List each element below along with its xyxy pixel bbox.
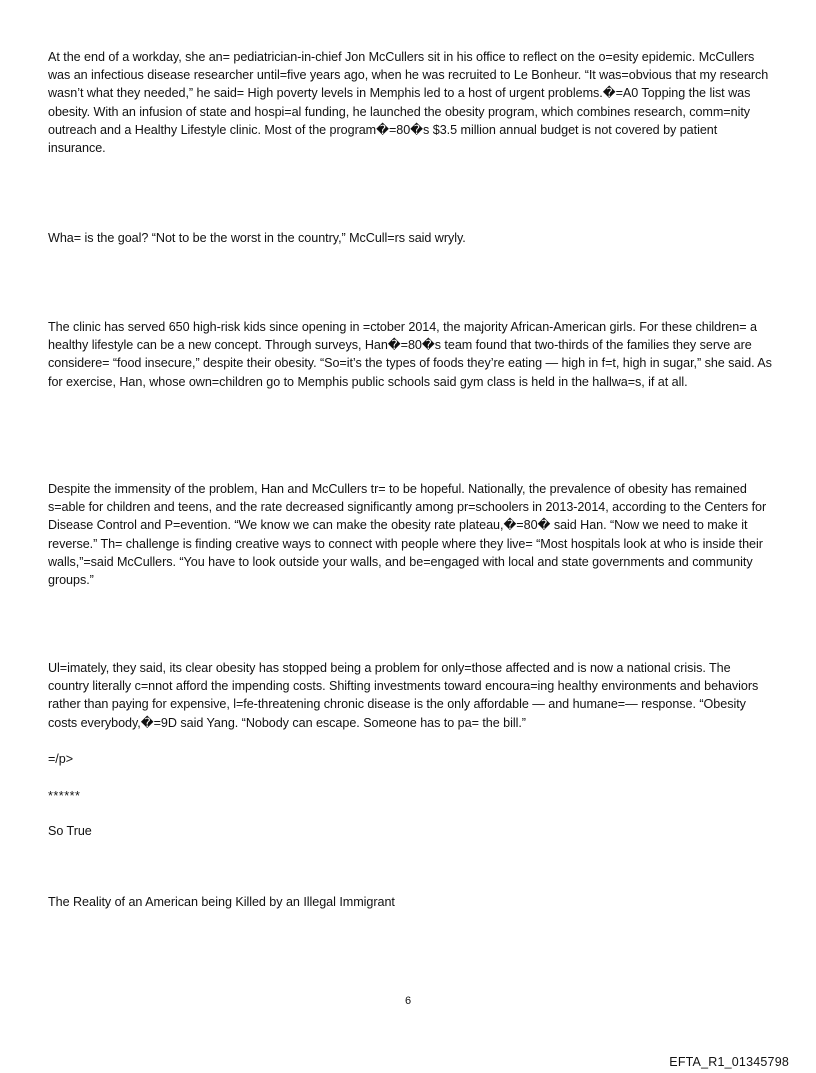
paragraph-so-true: So True [48,824,92,838]
paragraph-hopeful: Despite the immensity of the problem, Han and McCullers tr= to be hopeful. Nationally, the prevalence of obesity has remained s=able for children and teens, and the rate decreased significantly among pr=schoolers in 2013-2014, according to the Centers for Disease Control and P=evention. “We know we can make the obesity rate plateau,�=80� said Han. “Now we need to make it reverse.” Th= challenge is finding creative ways to connect with people where they live= “Most hospitals look at who is inside their walls,”=said McCullers. “You have to look outside your walls, and be=engaged with local and state governments and community groups.” [48,482,767,588]
paragraph-goal: Wha= is the goal? “Not to be the worst in the country,” McCull=rs said wryly. [48,231,466,245]
paragraph-stray-markup: =/p> [48,752,74,766]
paragraph-reality-heading: The Reality of an American being Killed by an Illegal Immigrant [48,895,395,909]
document-id-stamp: EFTA_R1_01345798 [669,1055,789,1069]
paragraph-clinic: The clinic has served 650 high-risk kids since opening in =ctober 2014, the majority African-American girls. For these children= a healthy lifestyle can be a new concept. Through surveys, Han�=80�s team found that two-thirds of the families they serve are considere= “food insecure,” despite their obesity. “So=it’s the types of foods they’re eating — high in f=t, high in sugar,” she said. As for exercise, Han, whose own=children go to Memphis public schools said gym class is held in the hallwa=s, if at all. [48,320,772,389]
page-number: 6 [404,995,412,1007]
paragraph-national-crisis: Ul=imately, they said, its clear obesity has stopped being a problem for only=those affected and is now a national crisis. The country literally c=nnot afford the impending costs. Shifting investments toward encoura=ing healthy environments and behaviors rather than paying for expensive, l=fe-threatening chronic disease is the only affordable — and humane=— response. “Obesity costs everybody,�=9D said Yang. “Nobody can escape. Someone has to pa= the bill.” [48,661,759,730]
paragraph-obesity-program: At the end of a workday, she an= pediatrician-in-chief Jon McCullers sit in his office to reflect on the o=esity epidemic. McCullers was an infectious disease researcher until=five years ago, when he was recruited to Le Bonheur. “It was=obvious that my research wasn’t what they needed,” he said= High poverty levels in Memphis led to a host of urgent problems.�=A0 Topping the list was obesity. With an infusion of state and hospi=al funding, he launched the obesity program, which combines research, comm=nity outreach and a Healthy Lifestyle clinic. Most of the program�=80�s $3.5 million annual budget is not covered by patient insurance. [48,50,769,156]
separator-asterisks: ****** [48,789,81,803]
